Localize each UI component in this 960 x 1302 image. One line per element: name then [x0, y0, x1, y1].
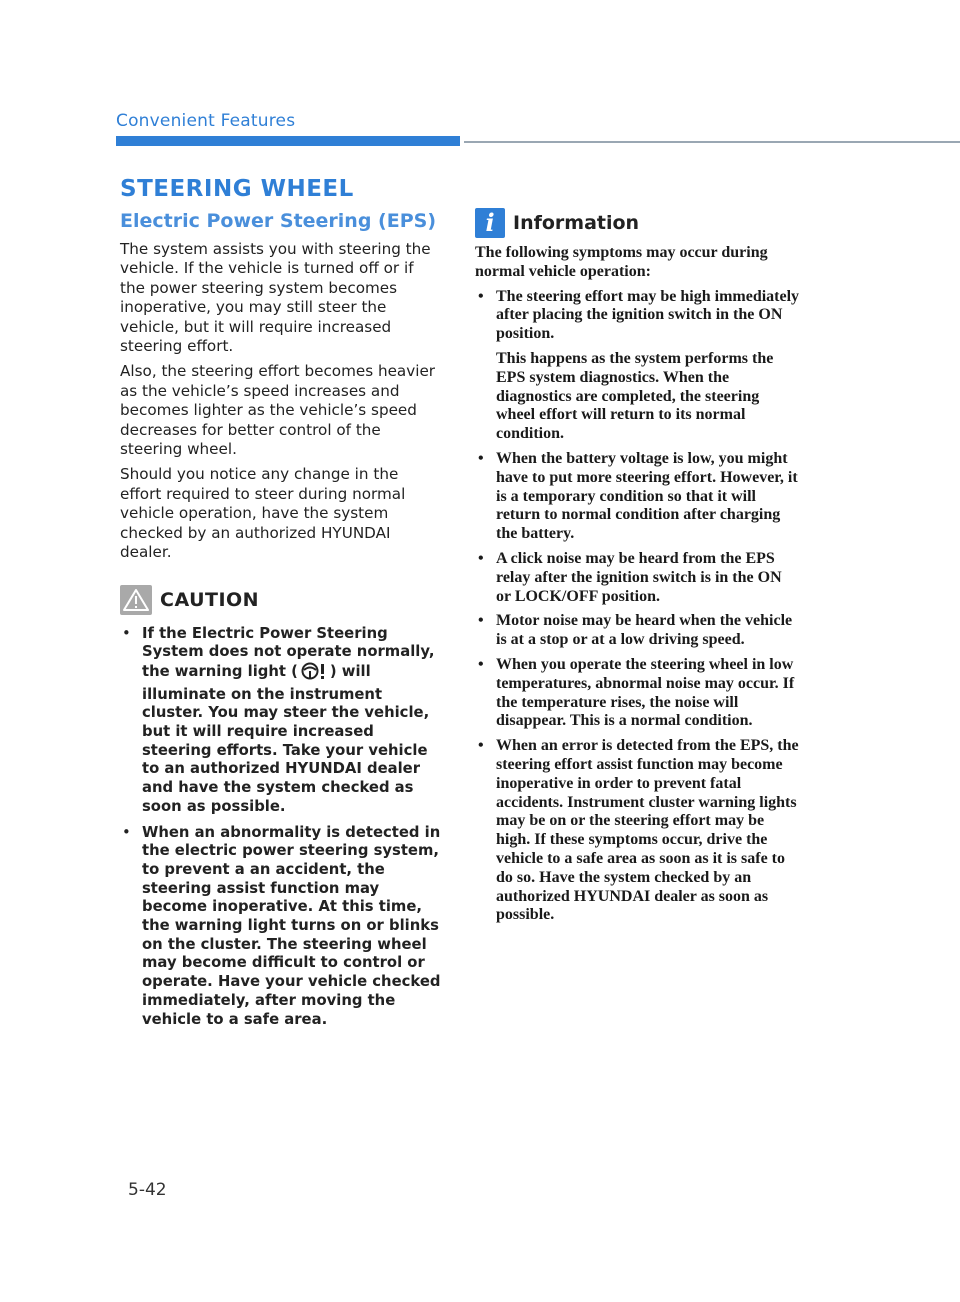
- right-column: [475, 208, 800, 931]
- information-item-text: • The steering effort may be high immediately after placing the ignition switch in the ON position.: [496, 287, 800, 343]
- information-item: • Motor noise may be heard when the vehicle is at a stop or at a low driving speed.: [475, 612, 800, 650]
- caution-item-text: If the Electric Power Steering System does not operate normally, the warning light (: [142, 624, 435, 680]
- information-item-detail: This happens as the system performs the EPS system diagnostics. When the diagnostics are completed, the steering wheel effort will return to its normal condition.: [496, 349, 774, 443]
- body-paragraph: The system assists you with steering the vehicle. If the vehicle is turned off or if the power steering system becomes inoperative, you may still steer the vehicle, but it will require increased steering effort.: [120, 240, 431, 356]
- caution-label: CAUTION: [160, 588, 260, 611]
- section-title: STEERING WHEEL: [120, 176, 354, 202]
- warning-triangle-icon: [120, 585, 152, 615]
- information-item: • When an error is detected from the EPS, the steering effort assist function may become inoperative in order to prevent fatal accidents. Instrument cluster warning lights may be on or the steering effort may be high. If these symptoms occur, drive the vehicle to a safe area as soon as it is safe to do so. Have the system checked by an authorized HYUNDAI dealer as soon as possible.: [475, 737, 800, 925]
- body-paragraph: Also, the steering effort becomes heavier as the vehicle’s speed increases and becomes lighter as the vehicle’s speed decreases for better control of the steering wheel.: [120, 362, 436, 459]
- caution-item: • When an abnormality is detected in the electric power steering system, to prevent a an accident, the steering assist function may become inoperative. At this time, the warning light turns on or blinks on the cluster. The steering wheel may become difficult to control or operate. Have your vehicle checked immediately, after moving the vehicle to a safe area.: [120, 824, 442, 1030]
- information-list: [475, 288, 800, 926]
- caution-item-text: ) will illuminate on the instrument cluster. You may steer the vehicle, but it will require increased steering efforts. Take your vehicle to an authorized HYUNDAI dealer and have the system checked as soon as possible.: [142, 662, 430, 815]
- information-item: [475, 288, 800, 444]
- body-paragraph: Should you notice any change in the effort required to steer during normal vehicle operation, have the system checked by an authorized HYUNDAI dealer.: [120, 465, 406, 562]
- header-divider-line: [464, 141, 960, 143]
- page-number: 5-42: [128, 1180, 167, 1200]
- chapter-title: Convenient Features: [116, 111, 296, 131]
- left-column: [120, 174, 442, 1036]
- information-item: • A click noise may be heard from the EPS relay after the ignition switch is in the ON or LOCK/OFF position.: [475, 550, 800, 606]
- information-item: • When you operate the steering wheel in low temperatures, abnormal noise may occur. If the temperature rises, the noise will disappear. This is a normal condition.: [475, 656, 800, 731]
- caution-item: [120, 625, 442, 817]
- information-item: • When the battery voltage is low, you might have to put more steering effort. However, it is a temporary condition so that it will return to normal condition after charging the battery.: [475, 450, 800, 544]
- info-icon: i: [475, 208, 505, 238]
- information-header: [475, 208, 800, 238]
- information-label: Information: [513, 212, 640, 234]
- caution-list: [120, 625, 442, 1030]
- eps-warning-light-icon: [299, 662, 329, 686]
- information-intro: The following symptoms may occur during normal vehicle operation:: [475, 244, 768, 280]
- subsection-title: Electric Power Steering (EPS): [120, 210, 437, 232]
- header-accent-bar: [116, 136, 460, 146]
- caution-header: [120, 585, 442, 615]
